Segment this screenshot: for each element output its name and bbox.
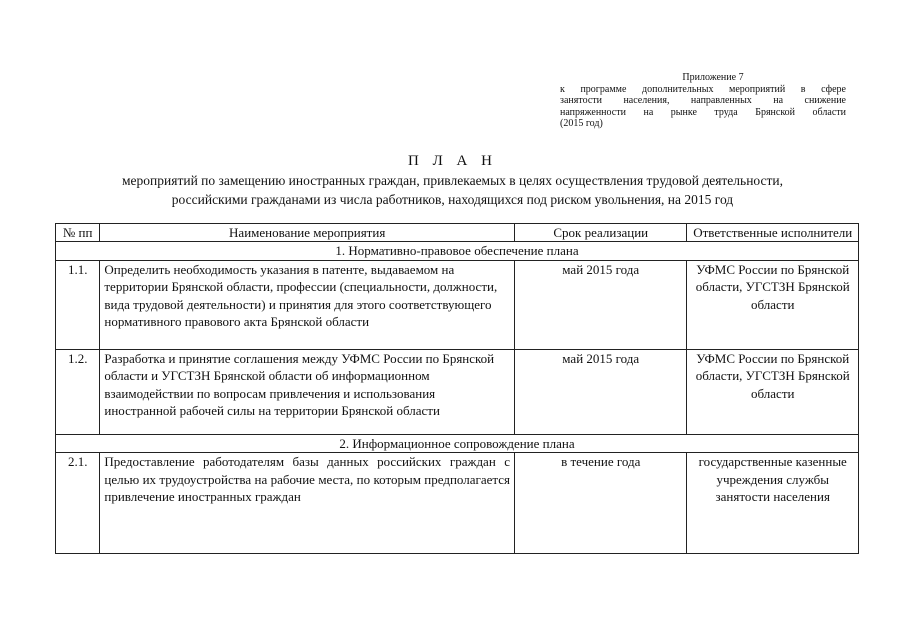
section-title: 1. Нормативно-правовое обеспечение плана [56, 242, 859, 260]
header-term: Срок реализации [514, 224, 687, 242]
plan-subtitle-line: российскими гражданами из числа работников, находящихся под риском увольнения, на 2015 год [171, 192, 734, 207]
header-name: Наименование мероприятия [100, 224, 515, 242]
row-resp: государственные казенные учреждения службы занятости населения [687, 453, 859, 554]
row-name: Определить необходимость указания в патенте, выдаваемом на территории Брянской области, профессии (специальности, должности, вида трудовой деятельности) и принятия для этого соответствующего нормативного правового акта Брянской области [100, 260, 515, 349]
section-row [56, 242, 859, 260]
plan-title: П Л А Н [408, 153, 497, 169]
row-name: Предоставление работодателям базы данных российских граждан с целью их трудоустройства на рабочие места, по которым предполагается привлечение иностранных граждан [100, 453, 515, 554]
row-term: май 2015 года [514, 260, 687, 349]
row-name: Разработка и принятие соглашения между УФМС России по Брянской области и УГСТЗН Брянской области об информационном взаимодействии по вопросам привлечения и использования иностранной рабочей силы на территории Брянской области [100, 349, 515, 434]
table-row [56, 260, 859, 349]
row-resp: УФМС России по Брянской области, УГСТЗН Брянской области [687, 349, 859, 434]
row-num: 1.2. [56, 349, 100, 434]
row-term: май 2015 года [514, 349, 687, 434]
row-term: в течение года [514, 453, 687, 554]
table-row [56, 453, 859, 554]
header-resp: Ответственные исполнители [687, 224, 859, 242]
header-num: № пп [56, 224, 100, 242]
table-row [56, 349, 859, 434]
section-title: 2. Информационное сопровождение плана [56, 434, 859, 452]
row-resp: УФМС России по Брянской области, УГСТЗН Брянской области [687, 260, 859, 349]
plan-subtitle [40, 171, 865, 209]
appendix-line: занятости населения, направленных на снижение [560, 95, 846, 106]
appendix-line: напряженности на рынке труда Брянской области [560, 106, 846, 118]
appendix-note [560, 72, 846, 130]
row-num: 2.1. [56, 453, 100, 554]
appendix-line: к программе дополнительных мероприятий в сфере [560, 83, 846, 95]
section-row [56, 434, 859, 452]
table-header-row [56, 224, 859, 242]
plan-subtitle-line: мероприятий по замещению иностранных граждан, привлекаемых в целях осуществления трудовой деятельности, [122, 173, 783, 188]
plan-table [55, 223, 859, 554]
row-num: 1.1. [56, 260, 100, 349]
appendix-title: Приложение 7 [682, 72, 744, 83]
appendix-line: (2015 год) [560, 118, 603, 129]
